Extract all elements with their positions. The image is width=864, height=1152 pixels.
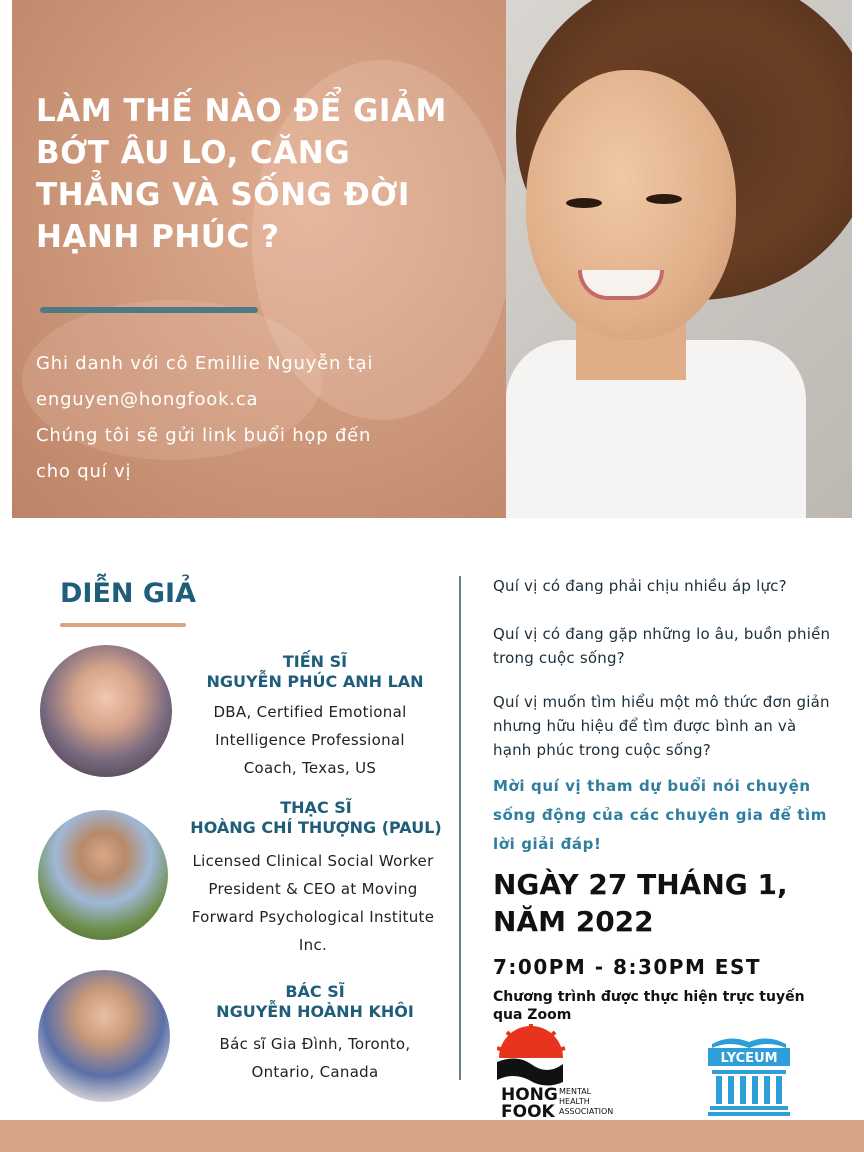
lyceum-logo [706,1030,792,1118]
event-time: 7:00PM - 8:30PM EST [493,955,762,979]
photo-eye [566,198,602,208]
footer-band [0,1120,864,1152]
speaker-title: BÁC SĨ [285,982,345,1001]
speaker-3-name [180,982,450,1022]
svg-text:ASSOCIATION: ASSOCIATION [559,1107,614,1116]
hero-headline: LÀM THẾ NÀO ĐỂ GIẢM BỚT ÂU LO, CĂNG THẲNG VÀ SỐNG ĐỜI HẠNH PHÚC ? [36,93,447,255]
columns-icon [708,1070,790,1116]
photo-face [526,70,736,340]
speaker-1-photo [40,645,172,777]
svg-text:HEALTH: HEALTH [559,1097,590,1106]
event-date: NGÀY 27 THÁNG 1, NĂM 2022 [493,868,788,938]
svg-text:MENTAL: MENTAL [559,1087,592,1096]
registration-info [36,346,486,490]
contact-line: Chúng tôi sẽ gửi link buổi họp đến [36,425,372,446]
photo-smile [578,270,664,300]
speaker-1-name [180,652,450,692]
speaker-desc-line: President & CEO at Moving [208,880,418,898]
svg-text:HONG: HONG [501,1085,558,1105]
speaker-fullname: HOÀNG CHÍ THƯỢNG (PAUL) [190,818,442,837]
speakers-heading-underline [60,623,186,627]
speaker-3-description [180,1030,450,1086]
svg-text:FOOK: FOOK [501,1102,555,1120]
speaker-desc-line: Licensed Clinical Social Worker [192,852,434,870]
speaker-2-photo [38,810,168,940]
speakers-heading: DIỄN GIẢ [60,578,197,609]
speaker-2-description [172,847,454,959]
speaker-desc-line: Bác sĩ Gia Đình, Toronto, [219,1035,411,1053]
question-1: Quí vị có đang phải chịu nhiều áp lực? [493,577,787,595]
contact-line: Ghi danh với cô Emillie Nguyễn tại [36,353,374,374]
speaker-3-photo [38,970,170,1102]
speaker-fullname: NGUYỄN PHÚC ANH LAN [206,672,424,691]
invitation-text: Mời quí vị tham dự buổi nói chuyện sống động của các chuyên gia để tìm lời giải đáp! [493,777,827,853]
sun-icon [497,1024,565,1086]
hero-divider [40,307,258,313]
speaker-desc-line: Forward Psychological Institute [191,908,435,926]
book-icon [712,1038,786,1048]
event-note: Chương trình được thực hiện trực tuyến qua Zoom [493,989,805,1023]
speaker-fullname: NGUYỄN HOÀNH KHÔI [216,1002,414,1021]
speaker-desc-line: Inc. [298,936,328,954]
question-2: Quí vị có đang gặp những lo âu, buồn phiền trong cuộc sống? [493,625,831,667]
contact-email[interactable]: enguyen@hongfook.ca [36,389,259,410]
speaker-title: TIẾN SĨ [282,652,348,671]
speaker-1-description [180,698,440,782]
photo-eye [646,194,682,204]
speaker-2-name [175,798,457,838]
speaker-desc-line: Ontario, Canada [251,1063,379,1081]
speaker-desc-line: DBA, Certified Emotional [213,703,407,721]
speaker-title: THẠC SĨ [280,798,352,817]
svg-text:LYCEUM: LYCEUM [720,1051,778,1066]
question-3: Quí vị muốn tìm hiểu một mô thức đơn giản nhưng hữu hiệu để tìm được bình an và hạnh phúc trong cuộc sống? [493,693,830,759]
contact-line: cho quí vị [36,461,132,482]
speaker-desc-line: Intelligence Professional [215,731,405,749]
speaker-desc-line: Coach, Texas, US [243,759,377,777]
hero-photo [506,0,852,518]
hongfook-logo [497,1024,627,1120]
column-divider [459,576,461,1080]
